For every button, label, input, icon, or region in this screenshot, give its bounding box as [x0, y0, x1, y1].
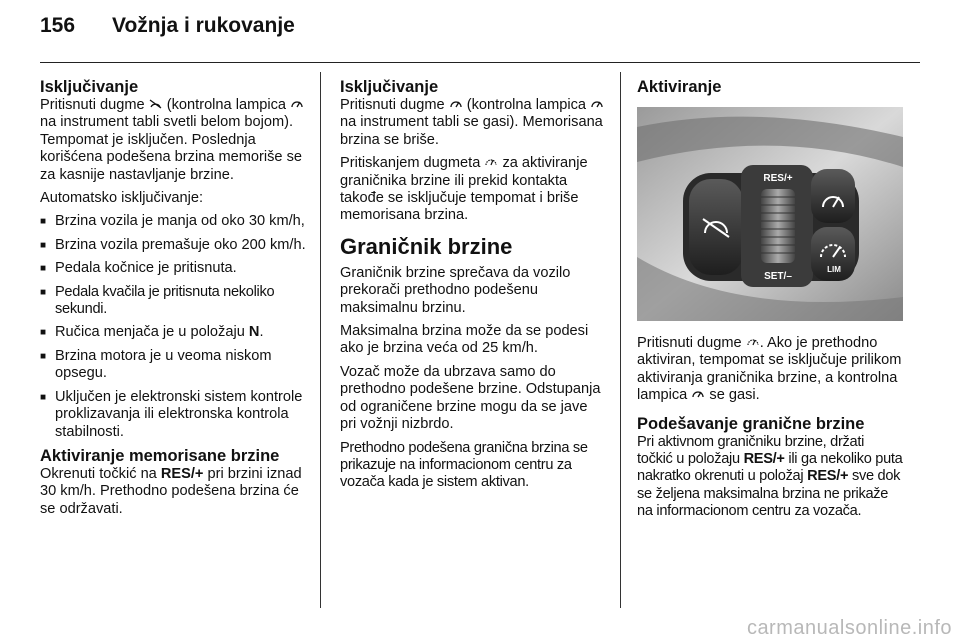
cruise-lamp-icon	[590, 97, 604, 114]
list-item: ■ Brzina vozila je manja od oko 30 km/h,	[40, 213, 306, 230]
res-set-roller-image	[761, 189, 795, 263]
cruise-lamp-icon	[691, 387, 705, 404]
column-divider	[620, 72, 621, 608]
list-item: ■ Brzina motora je u veoma niskom opsegu.	[40, 348, 306, 383]
section-heading: Aktiviranje	[637, 78, 722, 96]
section-heading: Isključivanje	[340, 78, 439, 96]
section-heading: Isključivanje	[40, 78, 139, 96]
section-heading: Aktiviranje memorisane brzine	[40, 446, 280, 465]
cruise-lamp-icon	[290, 97, 304, 114]
paragraph: Prethodno podešena granična brzina se prikazuje na informacionom centru za vozača kada je sistem aktivan.	[340, 439, 588, 491]
roller-top-label: RES/+	[763, 173, 793, 184]
speed-limiter-icon	[484, 155, 498, 172]
paragraph: Automatsko isključivanje:	[40, 190, 204, 207]
list-item: ■ Uključen je elektronski sistem kontrole proklizavanja ili elektronska kontrola stabilnosti.	[40, 389, 306, 441]
cruise-cancel-icon	[149, 97, 163, 114]
roller-bottom-label: SET/–	[764, 271, 792, 282]
limiter-label: LIM	[827, 265, 841, 274]
column-divider	[320, 72, 321, 608]
section-heading: Podešavanje granične brzine	[637, 414, 865, 433]
speed-limiter-icon	[746, 335, 760, 352]
paragraph: Pritisnuti dugme . Ako je prethodno aktiviran, tempomat se isključuje prilikom aktiviranja graničnika brzine, a kontrolna lampica se gasi.	[637, 335, 902, 404]
page-number: 156	[40, 14, 76, 37]
watermark: carmanualsonline.info	[746, 617, 952, 639]
paragraph: Pritiskanjem dugmeta za aktiviranje graničnika brzine ili prekid kontakta takođe se isključuje tempomat i briše memorisana brzina.	[340, 155, 588, 224]
paragraph: Graničnik brzine sprečava da vozilo prekorači prethodno podešenu maksimalnu brzinu.	[340, 264, 571, 316]
section-heading-large: Graničnik brzine	[340, 233, 513, 259]
cruise-lamp-icon	[449, 97, 463, 114]
page-header	[40, 14, 295, 54]
column-left	[40, 78, 306, 524]
column-right	[637, 78, 903, 527]
list-item: ■ Pedala kvačila je pritisnuta nekoliko sekundi.	[40, 284, 306, 319]
list-item: ■ Brzina vozila premašuje oko 200 km/h.	[40, 237, 306, 254]
bullet-list	[40, 213, 306, 440]
paragraph: Okrenuti točkić na RES/+ pri brzini iznad 30 km/h. Prethodno podešena brzina će se održavati.	[40, 465, 302, 517]
paragraph: Vozač može da ubrzava samo do prethodno podešene brzine. Odstupanja od ograničene brzine mogu da se jave pri vožnji nizbrdo.	[340, 363, 601, 433]
list-item: ■ Pedala kočnice je pritisnuta.	[40, 260, 306, 277]
list-item: ■ Ručica menjača je u položaju N.	[40, 324, 306, 341]
column-middle	[340, 78, 606, 498]
paragraph: Pritisnuti dugme (kontrolna lampica na instrument tabli svetli belom bojom). Tempomat je isključen. Poslednja korišćena podešena brzina memoriše se za kasnije nastavljanje brzine.	[40, 97, 306, 184]
header-rule	[40, 62, 920, 63]
paragraph: Pritisnuti dugme (kontrolna lampica na instrument tabli se gasi). Memorisana brzina se briše.	[340, 97, 603, 148]
chapter-title: Vožnja i rukovanje	[112, 14, 295, 37]
paragraph: Maksimalna brzina može da se podesi ako je brzina veća od 25 km/h.	[340, 323, 589, 357]
paragraph: Pri aktivnom graničniku brzine, držati točkić u položaju RES/+ ili ga nekoliko puta nakratko okrenuti u položaj RES/+ sve dok se željena maksimalna brzina ne prikaže na informacionom centru za vozača.	[637, 433, 903, 520]
steering-wheel-controls-image	[637, 107, 903, 321]
